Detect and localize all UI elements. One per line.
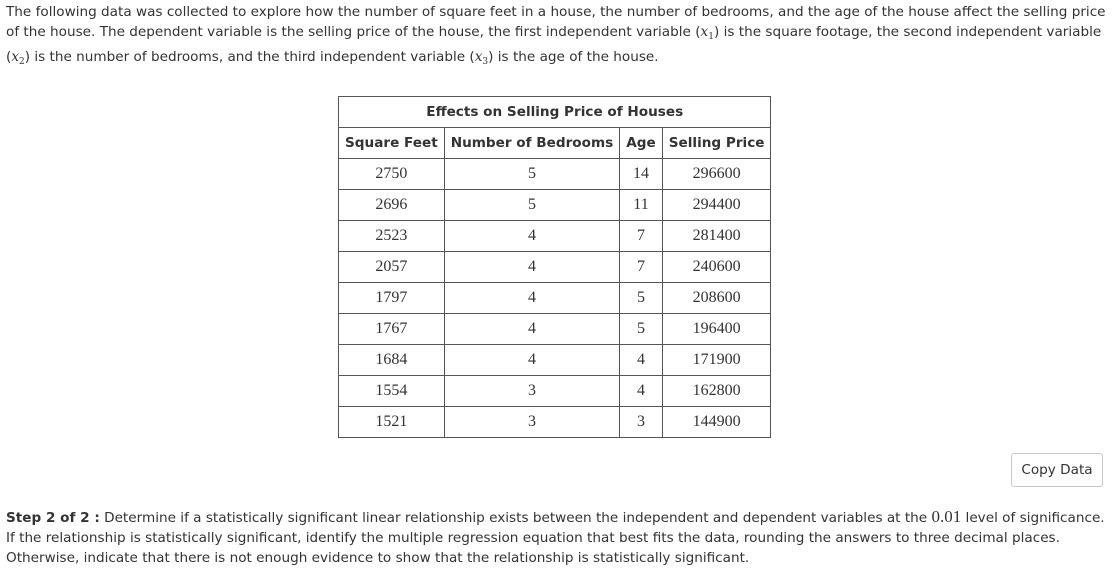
cell-age: 5 xyxy=(620,283,662,314)
cell-square-feet: 2523 xyxy=(339,221,445,252)
cell-age: 4 xyxy=(620,345,662,376)
cell-age: 5 xyxy=(620,314,662,345)
table-row xyxy=(339,407,771,438)
step-instructions xyxy=(6,507,1106,568)
table-header-row xyxy=(339,128,771,159)
table-row xyxy=(339,283,771,314)
step-text-2: level of significance. If the relationship is statistically significant, identify the multiple regression equation that best fits the data, rounding the answers to three decimal places. Otherwise, indicate that there is not enough evidence to show that the relationship is statistically significant. xyxy=(6,510,1105,566)
cell-square-feet: 1767 xyxy=(339,314,445,345)
table-row xyxy=(339,376,771,407)
intro-text-4: ) is the age of the house. xyxy=(488,49,659,65)
cell-age: 4 xyxy=(620,376,662,407)
variable-x3-subscript: 3 xyxy=(482,57,489,67)
cell-bedrooms: 5 xyxy=(444,190,620,221)
cell-age: 14 xyxy=(620,159,662,190)
cell-square-feet: 1797 xyxy=(339,283,445,314)
cell-bedrooms: 4 xyxy=(444,283,620,314)
variable-x1 xyxy=(701,24,714,40)
cell-square-feet: 2696 xyxy=(339,190,445,221)
cell-selling-price: 144900 xyxy=(662,407,771,438)
cell-selling-price: 171900 xyxy=(662,345,771,376)
cell-selling-price: 281400 xyxy=(662,221,771,252)
header-selling-price: Selling Price xyxy=(662,128,771,159)
variable-x1-subscript: 1 xyxy=(708,32,714,42)
cell-square-feet: 2750 xyxy=(339,159,445,190)
cell-selling-price: 162800 xyxy=(662,376,771,407)
step-label: Step 2 of 2 : xyxy=(6,510,100,526)
cell-selling-price: 196400 xyxy=(662,314,771,345)
intro-text-3: ) is the number of bedrooms, and the third independent variable ( xyxy=(24,49,475,65)
cell-square-feet: 2057 xyxy=(339,252,445,283)
cell-selling-price: 294400 xyxy=(662,190,771,221)
cell-square-feet: 1554 xyxy=(339,376,445,407)
cell-bedrooms: 5 xyxy=(444,159,620,190)
variable-x1-letter: x xyxy=(700,24,709,40)
cell-age: 3 xyxy=(620,407,662,438)
cell-selling-price: 296600 xyxy=(662,159,771,190)
table-row xyxy=(339,314,771,345)
significance-level: 0.01 xyxy=(931,507,962,526)
table-row xyxy=(339,221,771,252)
table-row xyxy=(339,252,771,283)
intro-text-1: The following data was collected to explore how the number of square feet in a house, the number of bedrooms, and the age of the house affect the selling price of the house. The dependent variable is the selling price of the house, the first independent variable ( xyxy=(6,4,1106,40)
problem-intro xyxy=(6,2,1106,72)
variable-x2-subscript: 2 xyxy=(18,57,25,67)
table-row xyxy=(339,190,771,221)
variable-x3 xyxy=(475,49,488,65)
cell-bedrooms: 3 xyxy=(444,407,620,438)
cell-bedrooms: 4 xyxy=(444,252,620,283)
copy-data-button[interactable]: Copy Data xyxy=(1011,453,1103,487)
cell-bedrooms: 3 xyxy=(444,376,620,407)
cell-square-feet: 1684 xyxy=(339,345,445,376)
cell-selling-price: 208600 xyxy=(662,283,771,314)
header-square-feet: Square Feet xyxy=(339,128,445,159)
cell-age: 7 xyxy=(620,221,662,252)
cell-age: 11 xyxy=(620,190,662,221)
header-age: Age xyxy=(620,128,662,159)
house-data-table xyxy=(338,96,771,438)
table-caption: Effects on Selling Price of Houses xyxy=(338,96,771,127)
intro-text-2: ) is the square footage, the second independent variable ( xyxy=(6,24,1102,65)
cell-bedrooms: 4 xyxy=(444,314,620,345)
variable-x3-letter: x xyxy=(474,49,483,65)
table-row xyxy=(339,159,771,190)
data-table-container xyxy=(338,96,769,438)
cell-selling-price: 240600 xyxy=(662,252,771,283)
variable-x2 xyxy=(11,49,24,65)
step-text-1: Determine if a statistically significant linear relationship exists between the independent and dependent variables at the xyxy=(99,510,932,526)
variable-x2-letter: x xyxy=(11,49,19,65)
cell-age: 7 xyxy=(620,252,662,283)
cell-square-feet: 1521 xyxy=(339,407,445,438)
header-bedrooms: Number of Bedrooms xyxy=(444,128,620,159)
table-row xyxy=(339,345,771,376)
cell-bedrooms: 4 xyxy=(444,345,620,376)
cell-bedrooms: 4 xyxy=(444,221,620,252)
